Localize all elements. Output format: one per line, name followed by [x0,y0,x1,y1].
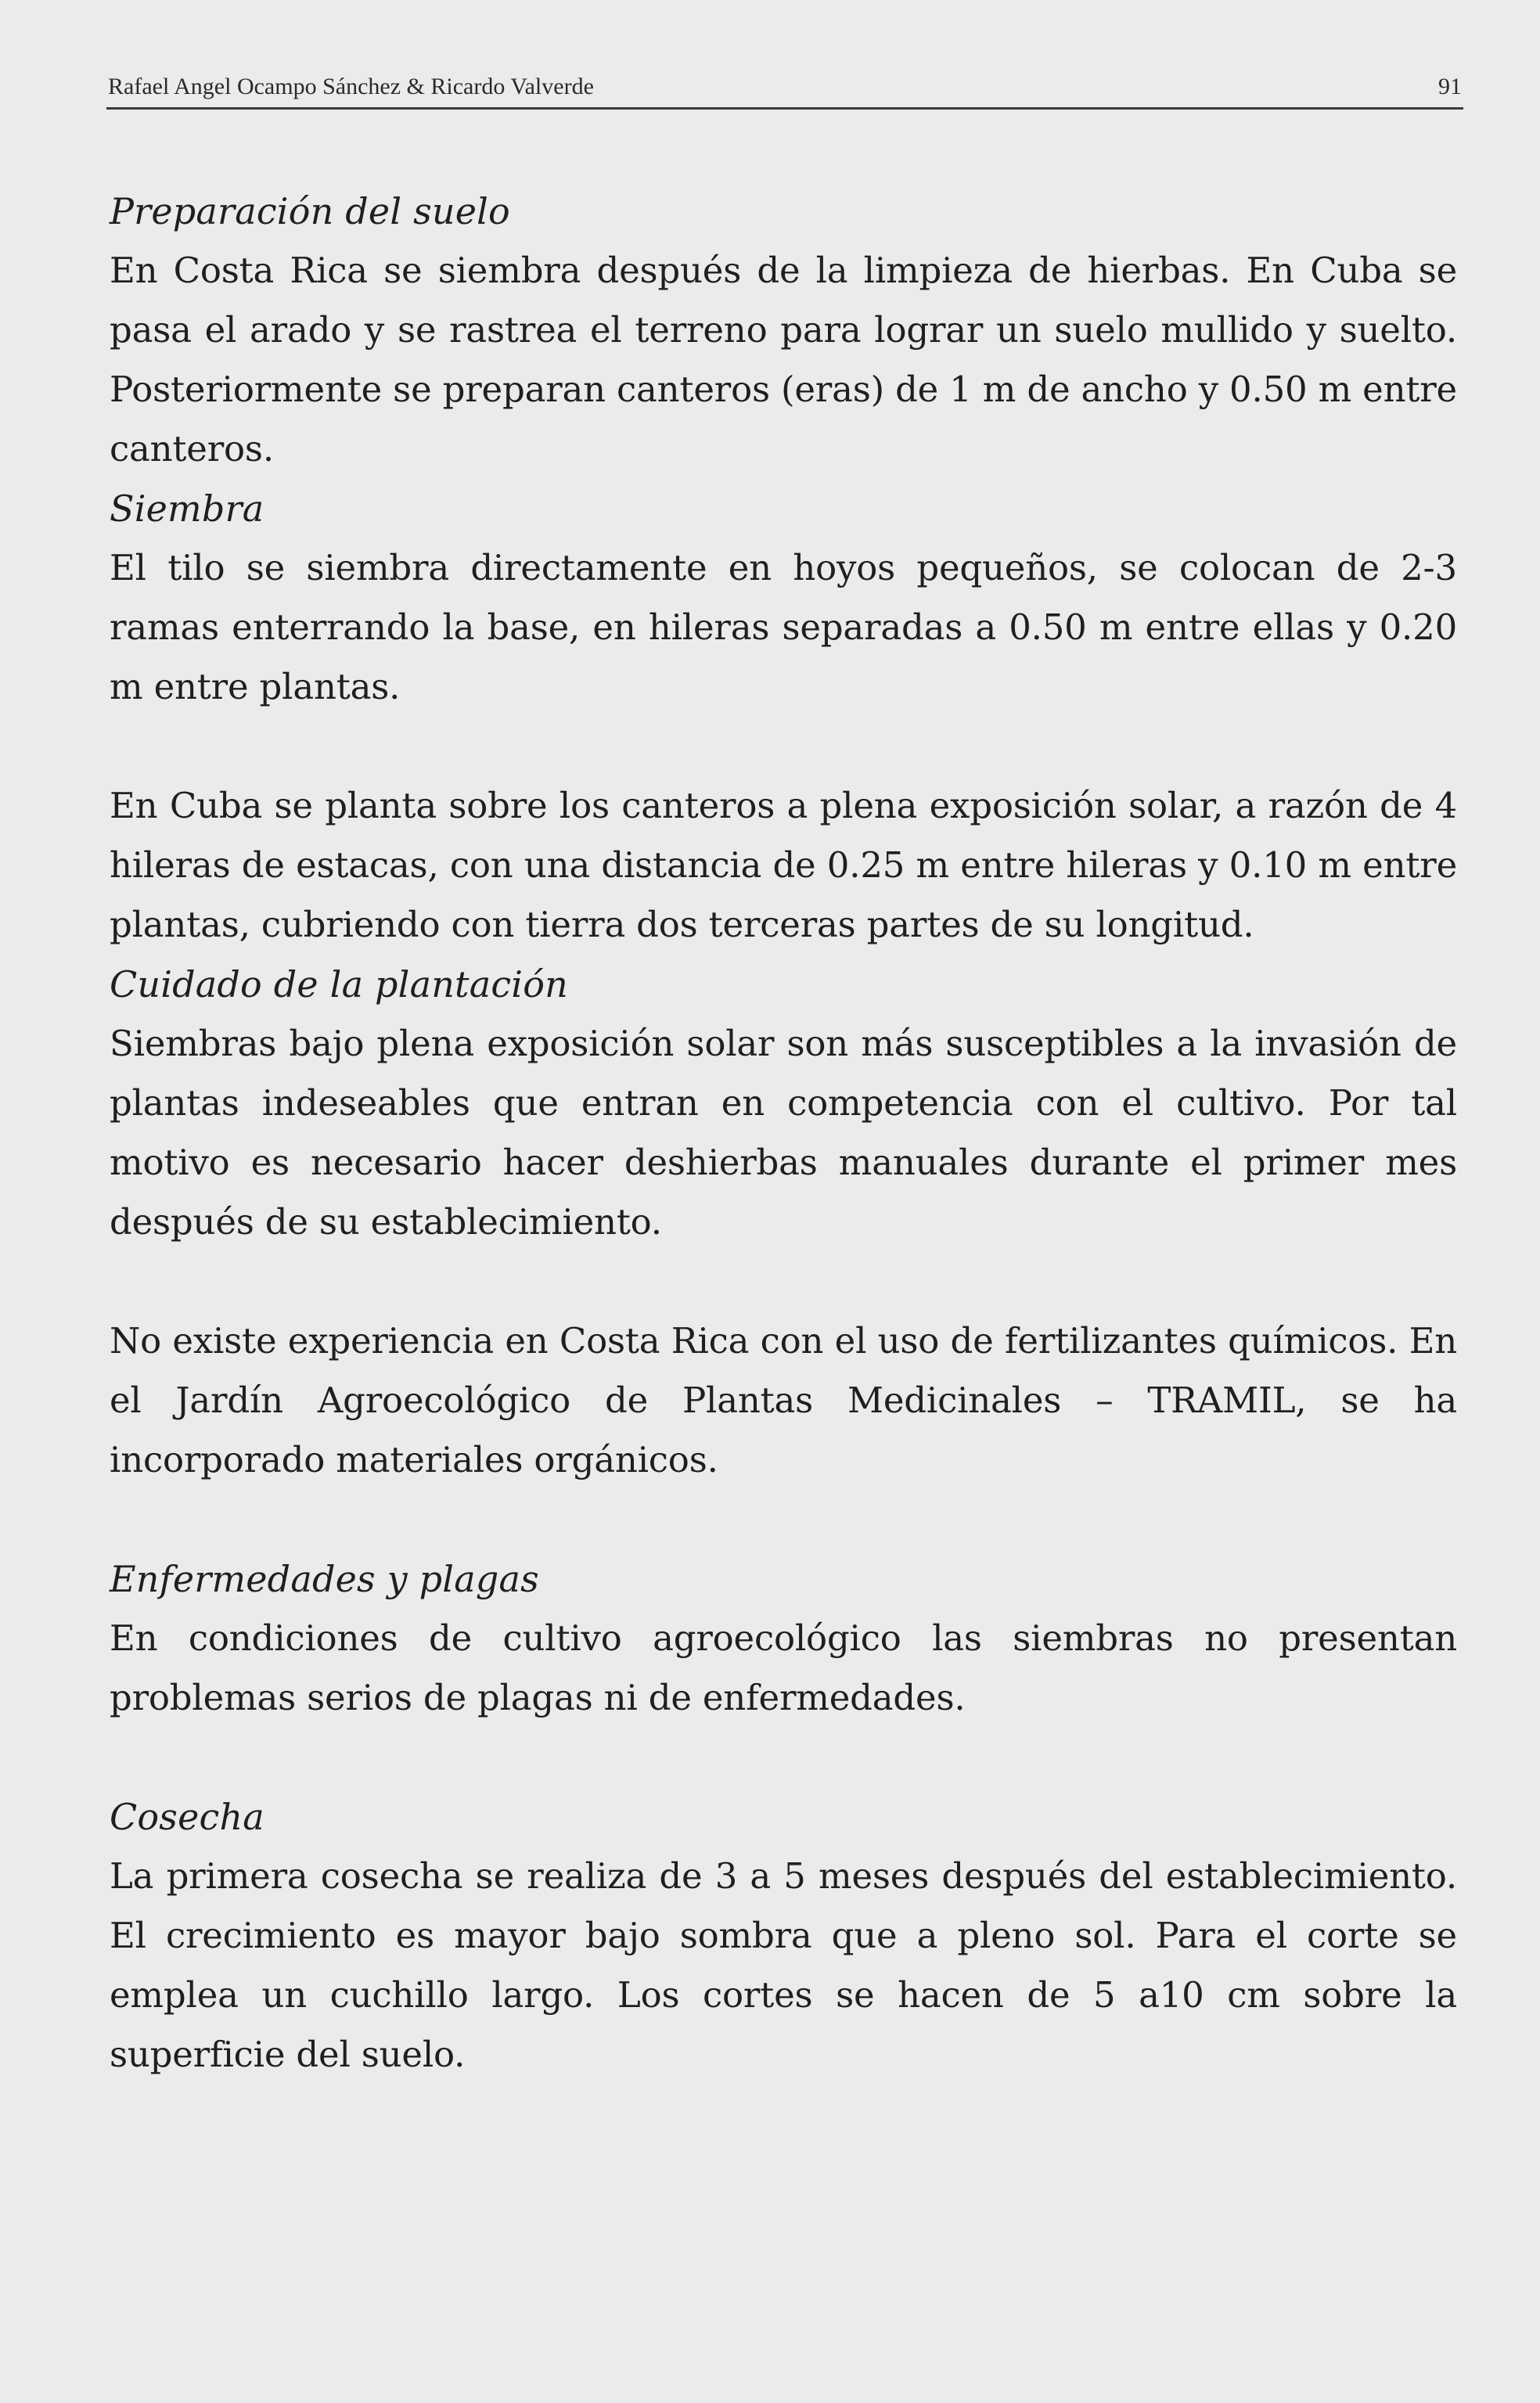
section-cosecha [110,1787,1457,2085]
paragraph-siembra-2: En Cuba se planta sobre los canteros a plena exposición solar, a razón de 4 hileras de estacas, con una distancia de 0.25 m entre hileras y 0.10 m entre plantas, cubriendo con tierra dos terceras partes de su longitud. [110,785,1457,945]
header-authors: Rafael Angel Ocampo Sánchez & Ricardo Valverde [108,74,594,99]
heading-preparacion: Preparación del suelo [110,190,510,232]
running-header [108,66,1462,100]
heading-enfermedades: Enfermedades y plagas [110,1558,539,1600]
heading-siembra: Siembra [110,487,264,530]
section-preparacion [110,182,1457,479]
page-body [110,182,1457,2085]
paragraph-cuidado-2: No existe experiencia en Costa Rica con el uso de fertilizantes químicos. En el Jardín Agroecológico de Plantas Medicinales – TRAMIL, se ha incorporado materiales orgánicos. [110,1320,1457,1480]
heading-cuidado: Cuidado de la plantación [110,963,568,1005]
page-number: 91 [1438,74,1462,99]
paragraph-gap [110,1252,1457,1311]
header-rule [106,107,1463,110]
section-siembra [110,479,1457,955]
section-cuidado [110,955,1457,1490]
heading-cosecha: Cosecha [110,1796,264,1838]
paragraph-gap [110,717,1457,776]
paragraph-cosecha: La primera cosecha se realiza de 3 a 5 meses después del establecimiento. El crecimiento es mayor bajo sombra que a pleno sol. Para el corte se emplea un cuchillo largo. Los cortes se hacen de 5 a10 cm sobre la superficie del suelo. [110,1855,1457,2075]
section-gap [110,1490,1457,1549]
section-gap [110,1728,1457,1787]
paragraph-enfermedades: En condiciones de cultivo agroecológico las siembras no presentan problemas serios de plagas ni de enfermedades. [110,1617,1457,1718]
paragraph-preparacion: En Costa Rica se siembra después de la limpieza de hierbas. En Cuba se pasa el arado y se rastrea el terreno para lograr un suelo mullido y suelto. Posteriormente se preparan canteros (eras) de 1 m de ancho y 0.50 m entre canteros. [110,250,1457,469]
paragraph-siembra-1: El tilo se siembra directamente en hoyos pequeños, se colocan de 2-3 ramas enterrando la base, en hileras separadas a 0.50 m entre ellas y 0.20 m entre plantas. [110,547,1457,707]
section-enfermedades [110,1549,1457,1728]
paragraph-cuidado-1: Siembras bajo plena exposición solar son más susceptibles a la invasión de plantas indeseables que entran en competencia con el cultivo. Por tal motivo es necesario hacer deshierbas manuales durante el primer mes después de su establecimiento. [110,1023,1457,1243]
